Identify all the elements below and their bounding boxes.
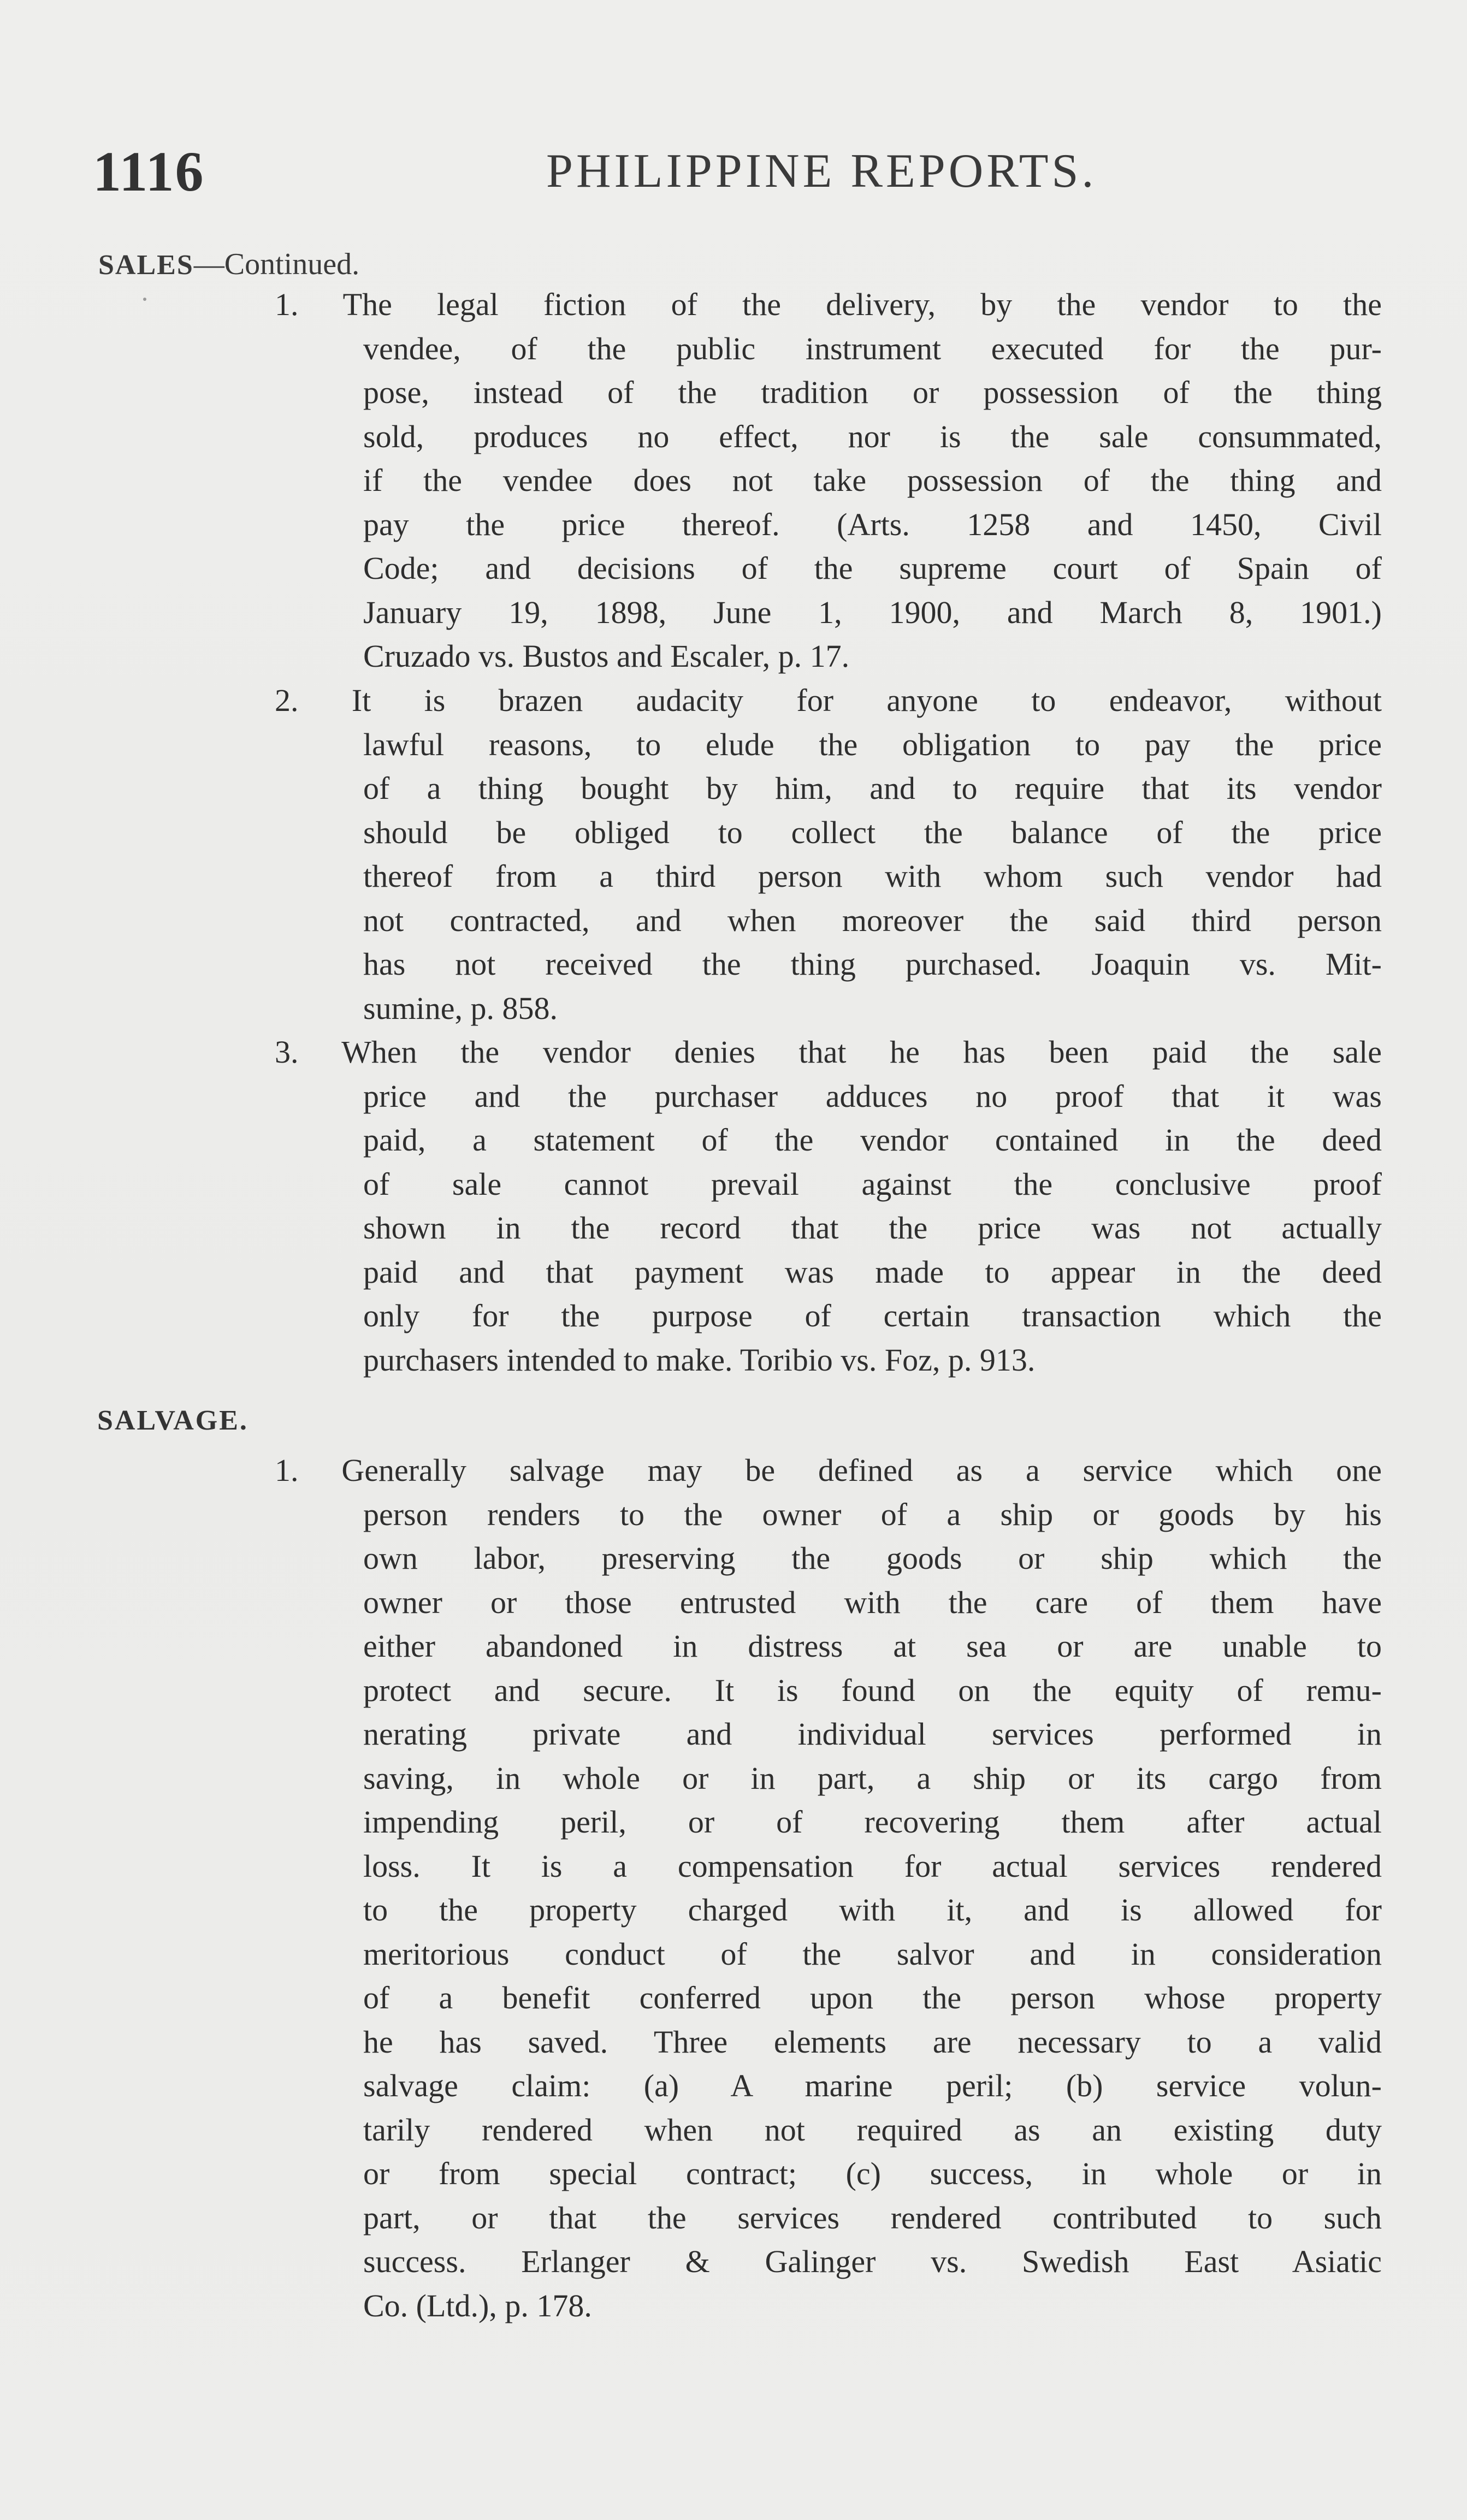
entry-line: has not received the thing purchased. Joaquin vs. Mit- [363, 946, 1382, 982]
sales-entry-2 [275, 679, 1382, 1030]
entry-line: meritorious conduct of the salvor and in consideration [363, 1936, 1382, 1972]
entry-line: own labor, preserving the goods or ship which the [363, 1540, 1382, 1576]
page-header [93, 139, 1387, 210]
entry-line: Cruzado vs. Bustos and Escaler, p. 17. [363, 638, 850, 674]
entry-line: if the vendee does not take possession of the thing and [363, 463, 1382, 498]
sales-heading: SALES [98, 250, 194, 281]
entry-line: paid and that payment was made to appear in the deed [363, 1254, 1382, 1290]
entry-line: lawful reasons, to elude the obligation to pay the price [363, 726, 1382, 762]
entry-line: tarily rendered when not required as an existing duty [363, 2112, 1382, 2148]
entry-line: 3. When the vendor denies that he has been paid the sale [275, 1034, 1382, 1070]
salvage-heading: SALVAGE. [97, 1405, 249, 1436]
entry-line: saving, in whole or in part, a ship or its cargo from [363, 1760, 1382, 1796]
entry-line: should be obliged to collect the balance of the price [363, 814, 1382, 850]
entry-line: success. Erlanger & Galinger vs. Swedish East Asiatic [363, 2244, 1382, 2279]
entry-line: 1. Generally salvage may be defined as a service which one [275, 1452, 1382, 1488]
entry-line: salvage claim: (a) A marine peril; (b) service volun- [363, 2068, 1382, 2103]
entry-line: not contracted, and when moreover the said third person [363, 902, 1382, 938]
entry-line: pose, instead of the tradition or possession of the thing [363, 375, 1382, 410]
entry-line: either abandoned in distress at sea or are unable to [363, 1628, 1382, 1664]
entry-line: shown in the record that the price was not actually [363, 1210, 1382, 1246]
section-continued-heading [98, 247, 359, 282]
entry-line: January 19, 1898, June 1, 1900, and March 8, 1901.) [363, 594, 1382, 630]
entry-line: he has saved. Three elements are necessary to a valid [363, 2024, 1382, 2060]
page-number: 1116 [93, 140, 205, 203]
entry-line: nerating private and individual services performed in [363, 1716, 1382, 1752]
entry-line: of a benefit conferred upon the person whose property [363, 1980, 1382, 2015]
entry-line: only for the purpose of certain transaction which the [363, 1298, 1382, 1333]
sales-entry-1 [275, 283, 1382, 679]
entry-line: to the property charged with it, and is allowed for [363, 1892, 1382, 1928]
entry-line: purchasers intended to make. Toribio vs. Foz, p. 913. [363, 1342, 1036, 1378]
entry-line: sold, produces no effect, nor is the sale consummated, [363, 418, 1382, 454]
entry-line: 1. The legal fiction of the delivery, by the vendor to the [275, 287, 1382, 322]
entry-line: vendee, of the public instrument executed for the pur- [363, 330, 1382, 366]
entry-line: pay the price thereof. (Arts. 1258 and 1450, Civil [363, 506, 1382, 542]
salvage-entry-1 [275, 1449, 1382, 2328]
entry-line: 2. It is brazen audacity for anyone to endeavor, without [275, 683, 1382, 718]
sales-entry-3 [275, 1030, 1382, 1382]
entry-line: sumine, p. 858. [363, 990, 558, 1026]
entry-line: loss. It is a compensation for actual services rendered [363, 1848, 1382, 1884]
entry-line: person renders to the owner of a ship or goods by his [363, 1496, 1382, 1532]
entry-line: or from special contract; (c) success, in whole or in [363, 2156, 1382, 2191]
running-head-title: PHILIPPINE REPORTS. [546, 145, 1097, 198]
entry-line: Code; and decisions of the supreme court of Spain of [363, 550, 1382, 586]
entry-line: impending peril, or of recovering them after actual [363, 1804, 1382, 1840]
print-speck [143, 298, 146, 301]
entry-line: paid, a statement of the vendor contained in the deed [363, 1122, 1382, 1158]
continued-label: —Continued. [193, 247, 360, 281]
entry-line: price and the purchaser adduces no proof that it was [363, 1078, 1382, 1114]
entry-line: part, or that the services rendered contributed to such [363, 2199, 1382, 2236]
entry-line: protect and secure. It is found on the equity of remu- [363, 1672, 1382, 1708]
entry-line: owner or those entrusted with the care of them have [363, 1584, 1382, 1620]
entry-line: thereof from a third person with whom such vendor had [363, 858, 1382, 894]
entry-line: of a thing bought by him, and to require that its vendor [363, 770, 1382, 806]
entry-line: of sale cannot prevail against the conclusive proof [363, 1166, 1382, 1202]
entry-line: Co. (Ltd.), p. 178. [363, 2287, 592, 2323]
